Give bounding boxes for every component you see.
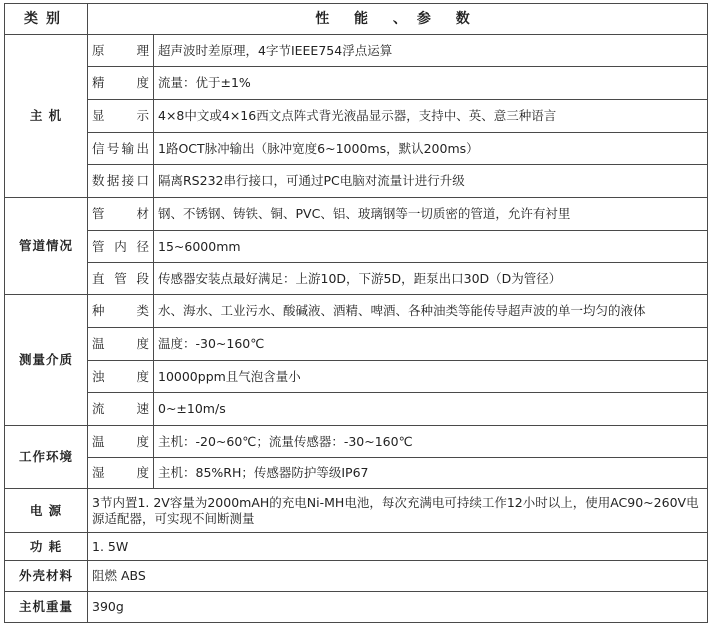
row-value: 0~±10m/s (154, 393, 708, 426)
group-label: 外壳材料 (5, 561, 88, 592)
table-row (5, 35, 708, 67)
table-row (5, 592, 708, 623)
row-label: 浊 度 (88, 361, 154, 393)
row-label: 数据接口 (88, 165, 154, 198)
row-value: 钢、不锈钢、铸铁、铜、PVC、铝、玻璃钢等一切质密的管道，允许有衬里 (154, 198, 708, 231)
table-row (5, 426, 708, 458)
row-label: 显 示 (88, 100, 154, 133)
row-value: 主机：85%RH；传感器防护等级IP67 (154, 458, 708, 489)
table-row (5, 263, 708, 295)
row-value: 主机：-20~60℃；流量传感器：-30~160℃ (154, 426, 708, 458)
row-value: 15~6000mm (154, 231, 708, 263)
row-value: 4×8中文或4×16西文点阵式背光液晶显示器，支持中、英、意三种语言 (154, 100, 708, 133)
group-label: 管道情况 (5, 198, 88, 295)
row-label: 温 度 (88, 426, 154, 458)
spec-table (4, 3, 708, 623)
row-label: 湿 度 (88, 458, 154, 489)
row-value: 传感器安装点最好满足：上游10D，下游5D，距泵出口30D（D为管径） (154, 263, 708, 295)
table-row (5, 133, 708, 165)
table-row (5, 67, 708, 100)
spec-table-body (5, 4, 708, 623)
row-value: 阻燃 ABS (88, 561, 708, 592)
row-value: 隔离RS232串行接口，可通过PC电脑对流量计进行升级 (154, 165, 708, 198)
row-value: 10000ppm且气泡含量小 (154, 361, 708, 393)
row-label: 精 度 (88, 67, 154, 100)
group-label: 工作环境 (5, 426, 88, 489)
table-row (5, 231, 708, 263)
table-row (5, 198, 708, 231)
row-value: 3节内置1. 2V容量为2000mAH的充电Ni-MH电池，每次充满电可持续工作12小时以上，使用AC90~260V电源适配器，可实现不间断测量 (88, 489, 708, 533)
table-row (5, 361, 708, 393)
row-value: 1路OCT脉冲输出（脉冲宽度6~1000ms，默认200ms） (154, 133, 708, 165)
group-label: 测量介质 (5, 295, 88, 426)
row-label: 原 理 (88, 35, 154, 67)
row-label: 温 度 (88, 328, 154, 361)
table-row (5, 561, 708, 592)
table-row (5, 295, 708, 328)
row-label: 直管段 (88, 263, 154, 295)
table-row (5, 393, 708, 426)
header-category: 类别 (5, 4, 88, 35)
table-row (5, 328, 708, 361)
row-label: 流 速 (88, 393, 154, 426)
header-row (5, 4, 708, 35)
group-label: 主 机 (5, 35, 88, 198)
row-value: 390g (88, 592, 708, 623)
group-label: 功 耗 (5, 533, 88, 561)
row-value: 温度：-30~160℃ (154, 328, 708, 361)
row-label: 管 材 (88, 198, 154, 231)
group-label: 电 源 (5, 489, 88, 533)
table-row (5, 489, 708, 533)
row-label: 信号输出 (88, 133, 154, 165)
table-row (5, 100, 708, 133)
table-row (5, 533, 708, 561)
header-specs: 性 能 、参 数 (88, 4, 708, 35)
row-value: 超声波时差原理，4字节IEEE754浮点运算 (154, 35, 708, 67)
row-label: 管内径 (88, 231, 154, 263)
table-row (5, 458, 708, 489)
row-value: 1. 5W (88, 533, 708, 561)
row-value: 水、海水、工业污水、酸碱液、酒精、啤酒、各种油类等能传导超声波的单一均匀的液体 (154, 295, 708, 328)
row-value: 流量：优于±1% (154, 67, 708, 100)
table-row (5, 165, 708, 198)
row-label: 种 类 (88, 295, 154, 328)
group-label: 主机重量 (5, 592, 88, 623)
